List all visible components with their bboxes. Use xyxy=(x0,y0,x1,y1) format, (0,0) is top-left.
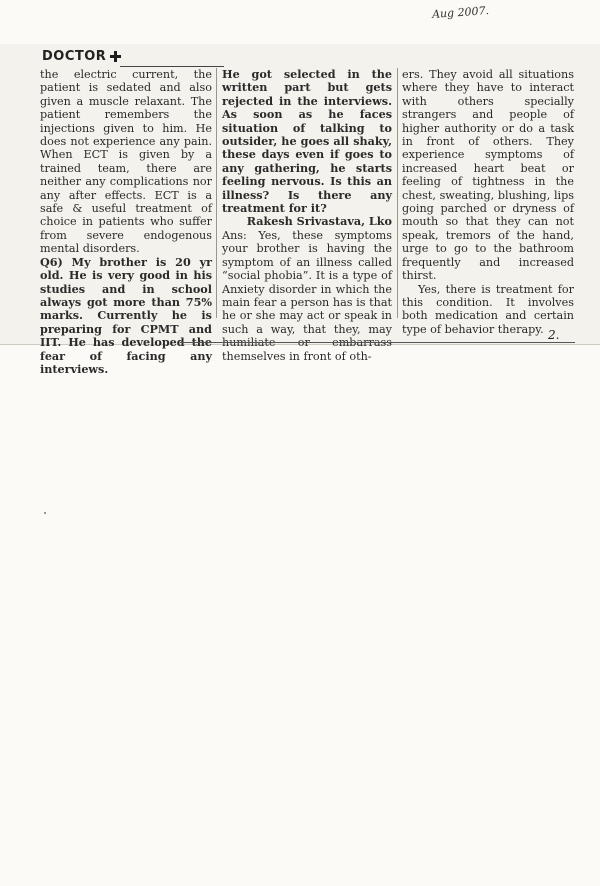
answer-paragraph: Ans: Yes, these symptoms your brother is having the symptom of an illness called “social phobia”. It is a type of Anxiety disorder in which the main fear a person has is that he or she may act or speak in such a way, that they, may humiliate or embarrass themselves in front of oth- xyxy=(222,228,392,363)
plus-icon xyxy=(110,51,121,62)
symptoms-paragraph: ers. They avoid all situations where they have to interact with others specially strangers and people of higher authority or do a task in front of others. They experience symptoms of increased heart beat or feeling of tightness in the chest, sweating, blushing, lips going parched or dryness of mouth so that they can not speak, tremors of the hand, urge to go to the bathroom frequently and increased thirst. xyxy=(402,68,574,283)
column-1 xyxy=(40,68,212,376)
question-6: Q6) My brother is 20 yr old. He is very good in his studies and in school always got more than 75% marks. Currently he is preparing for CPMT and IIT. He has developed the fear of facing any interviews. xyxy=(40,254,212,376)
column-3 xyxy=(402,68,574,336)
newspaper-clipping xyxy=(0,44,600,376)
column-2 xyxy=(222,68,392,363)
header-rule xyxy=(120,66,224,67)
ect-paragraph: the electric current, the patient is sedated and also given a muscle relaxant. The patient remembers the injections given to him. He does not experience any pain. When ECT is given by a trained team, there are neither any complications nor any after effects. ECT is a safe & useful treatment of choice in patients who suffer from severe endogenous mental disorders. xyxy=(40,68,212,256)
question-6-continued: He got selected in the written part but gets rejected in the interviews. As soon as he faces situation of talking to outsider, he goes all shaky, these days even if goes to any gathering, he starts feeling nervous. Is this an illness? Is there any treatment for it? xyxy=(222,67,392,216)
section-header xyxy=(42,49,121,64)
section-title: DOCTOR xyxy=(42,49,107,64)
questioner-signature: Rakesh Srivastava, Lko xyxy=(246,214,392,229)
column-divider xyxy=(397,68,398,318)
page-number: 2. xyxy=(548,328,560,342)
column-divider xyxy=(216,68,217,318)
paper-speck xyxy=(44,512,46,514)
handwritten-date: Aug 2007. xyxy=(431,4,490,21)
bottom-rule xyxy=(180,342,575,343)
treatment-paragraph: Yes, there is treatment for this condition. It involves both medication and certain type of behavior therapy. xyxy=(402,282,574,336)
